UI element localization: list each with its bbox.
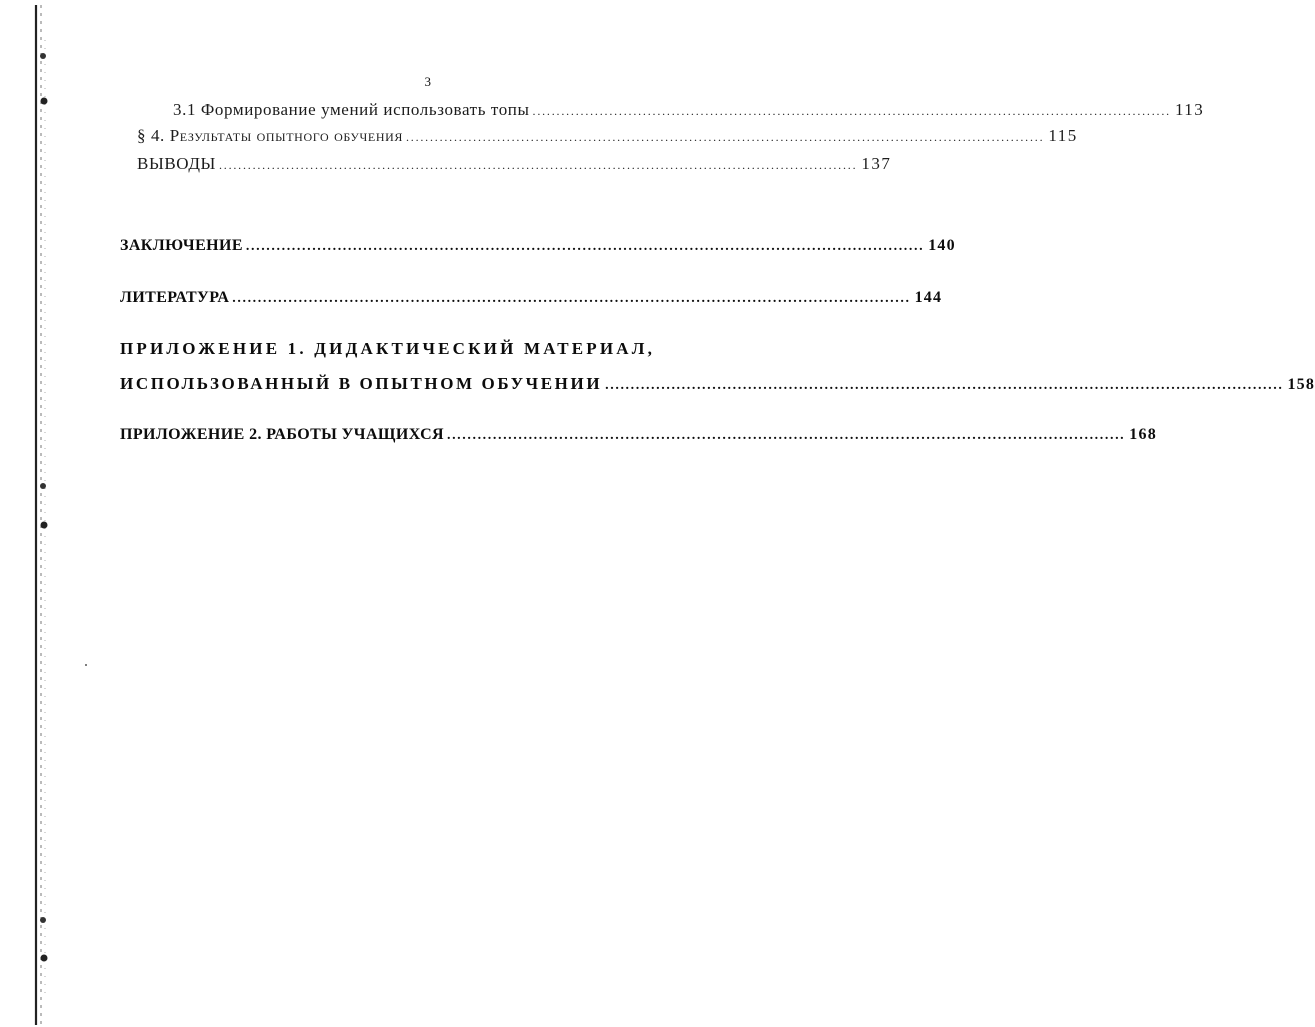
binding-edge bbox=[0, 0, 60, 1027]
dot-leader: ..................................................................................................................................... bbox=[405, 130, 1045, 144]
toc-entry-3-1 bbox=[173, 100, 1205, 120]
toc-entry-appendix-1 bbox=[120, 374, 1315, 394]
toc-entry-title: ИСПОЛЬЗОВАННЫЙ В ОПЫТНОМ ОБУЧЕНИИ bbox=[120, 374, 603, 393]
dot-leader: ..................................................................................................................................... bbox=[218, 158, 858, 172]
toc-entry-page: 140 bbox=[928, 237, 956, 254]
toc-entry-appendix-1-line1: ПРИЛОЖЕНИЕ 1. ДИДАКТИЧЕСКИЙ МАТЕРИАЛ, bbox=[120, 339, 656, 358]
toc-entry-conclusions bbox=[137, 154, 892, 174]
toc-entry-appendix-2 bbox=[120, 426, 1157, 444]
toc-entry-page: 168 bbox=[1129, 426, 1157, 443]
toc-entry-title: 3.1 Формирование умений использовать топы bbox=[173, 100, 530, 119]
toc-entry-title: § 4. Результаты опытного обучения bbox=[137, 126, 403, 145]
toc-entry-page: 144 bbox=[914, 289, 943, 306]
dot-leader: ..................................................................................................................................... bbox=[446, 428, 1126, 443]
toc-entry-page: 158 bbox=[1287, 376, 1315, 393]
toc-entry-title: ПРИЛОЖЕНИЕ 2. РАБОТЫ УЧАЩИХСЯ bbox=[120, 426, 444, 443]
toc-entry-literatura bbox=[120, 289, 943, 307]
dot-leader: ..................................................................................................................................... bbox=[532, 104, 1171, 118]
toc-entry-zaklyuchenie bbox=[120, 237, 956, 255]
dot-leader: ..................................................................................................................................... bbox=[605, 378, 1284, 393]
toc-entry-title: ЛИТЕРАТУРА bbox=[120, 289, 230, 306]
toc-entry-page: 113 bbox=[1174, 100, 1205, 119]
page-number: 3 bbox=[424, 74, 432, 89]
toc-entry-section-4 bbox=[137, 126, 1078, 146]
toc-entry-title: ЗАКЛЮЧЕНИЕ bbox=[120, 237, 243, 254]
dot-leader: ..................................................................................................................................... bbox=[245, 239, 925, 254]
dot-leader: ..................................................................................................................................... bbox=[232, 291, 911, 306]
toc-entry-page: 115 bbox=[1048, 126, 1078, 145]
toc-entry-page: 137 bbox=[861, 154, 892, 173]
toc-entry-title: ВЫВОДЫ bbox=[137, 154, 216, 173]
